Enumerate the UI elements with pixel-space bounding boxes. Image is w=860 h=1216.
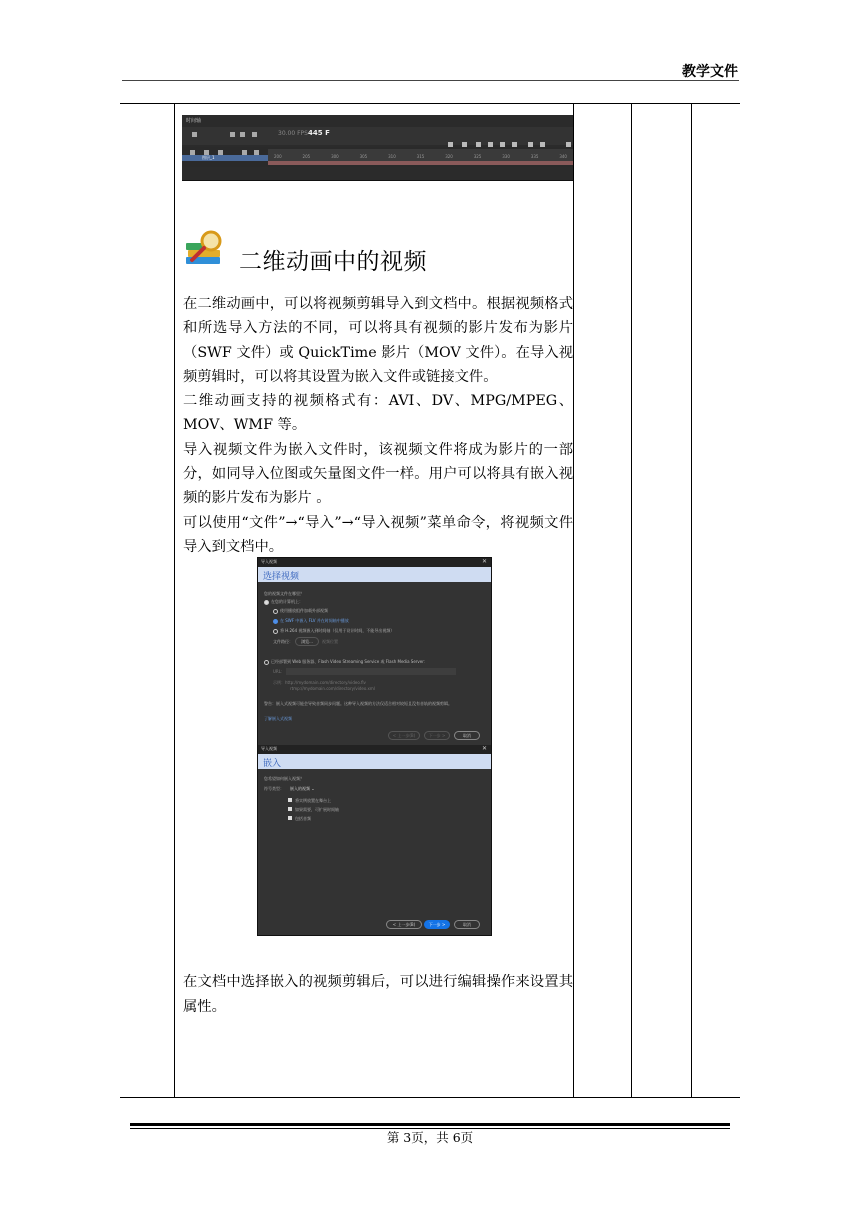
dialog-titlebar	[258, 745, 491, 754]
next-button: 下一步 >	[424, 731, 450, 740]
table-column-divider	[174, 103, 175, 1098]
option-label: 使用播放组件加载外部视频	[280, 608, 328, 613]
parent-icon	[240, 132, 245, 137]
ruler-tick-label: 300	[331, 154, 339, 159]
radio	[264, 660, 269, 665]
field-placeholder: 视频位置	[322, 639, 338, 644]
paragraph: 导入视频文件为嵌入文件时，该视频文件将成为影片的一部分，如同导入位图或矢量图文件一样。用户可以将具有嵌入视频的影片发布为影片 。	[183, 441, 573, 507]
ruler-tick-label: 320	[445, 154, 453, 159]
timeline-screenshot	[182, 115, 573, 181]
frame-track	[268, 161, 573, 165]
close-icon: ✕	[481, 558, 487, 565]
layer-name: 图层_1	[202, 155, 215, 160]
ruler-tick-label: 205	[302, 154, 311, 159]
dialog-band-title: 选择视频	[263, 572, 300, 582]
magnifier-books-icon	[184, 229, 230, 269]
url-input	[286, 668, 456, 675]
paragraph: 可以使用“文件”→“导入”→“导入视频”菜单命令，将视频文件导入到文档中。	[183, 514, 573, 555]
table-column-divider	[573, 103, 574, 1098]
checkbox-label: 包括音频	[295, 816, 311, 821]
cancel-button: 取消	[454, 920, 480, 929]
layer-row	[182, 155, 268, 161]
paragraph: 二维动画支持的视频格式有：AVI、DV、MPG/MPEG、MOV、WMF 等。	[183, 393, 573, 434]
chevron-down-icon: ⌄	[311, 786, 315, 791]
dialog-warning: 警告：嵌入式视频可能会导致音频同步问题。这种导入视频的方法仅适合相对较短且没有音轨的视频剪辑。	[264, 701, 452, 706]
url-example: rtmp://mydomain.com/directory/video.xml	[290, 686, 375, 691]
url-example: 示例：http://mydomain.com/directory/video.flv	[273, 680, 366, 685]
option-label: 在 SWF 中嵌入 FLV 并在时间轴中播放	[280, 618, 349, 623]
timeline-toolbar	[182, 127, 573, 145]
option-label: 在您的计算机上：	[271, 599, 303, 604]
header-rule	[122, 80, 739, 81]
cancel-button: 取消	[454, 731, 480, 740]
checkbox-label: 将实例放置在舞台上	[295, 798, 331, 803]
symbol-type-select: 嵌入的视频 ⌄	[290, 786, 315, 791]
radio-selected	[273, 619, 278, 624]
radio	[273, 629, 278, 634]
ruler-tick-label: 310	[388, 154, 396, 159]
field-label: URL：	[273, 669, 285, 674]
table-column-divider	[631, 103, 632, 1098]
ruler-tick-label: 325	[473, 154, 482, 159]
timeline-panel-label: 时间轴	[186, 118, 202, 124]
table-column-divider	[691, 103, 692, 1098]
checkbox-label: 如果需要，可扩展时间轴	[295, 807, 339, 812]
checkbox-checked	[288, 807, 292, 811]
import-video-dialog-screenshot	[257, 557, 492, 936]
ruler-ticks	[268, 149, 573, 159]
close-icon: ✕	[481, 745, 487, 752]
field-label: 符号类型：	[264, 786, 284, 791]
table-bottom-border	[120, 1097, 740, 1098]
field-label: 文件路径：	[273, 639, 293, 644]
table-top-border	[120, 103, 740, 104]
closing-paragraph: 在文档中选择嵌入的视频剪辑后，可以进行编辑操作来设置其属性。	[183, 974, 573, 1015]
dialog-band	[258, 567, 491, 582]
dialog-question: 您的视频文件在哪里？	[264, 591, 304, 596]
graph-icon	[252, 132, 257, 137]
footer-rule-thick	[130, 1123, 730, 1126]
body-text	[183, 292, 573, 559]
ruler-tick-label: 200	[274, 154, 282, 159]
page-number: 第 3页，共 6页	[386, 1130, 474, 1145]
frame-ruler	[268, 149, 573, 161]
ruler-tick-label: 315	[416, 154, 425, 159]
dialog-window-title: 导入视频	[261, 746, 277, 751]
fps-readout: 30.00 FPS	[278, 130, 308, 137]
browse-button: 浏览...	[295, 637, 319, 646]
dialog-titlebar	[258, 558, 491, 567]
dialog-window-title: 导入视频	[261, 559, 277, 564]
frame-readout: 445 F	[308, 129, 330, 137]
layers-icon	[192, 132, 197, 137]
option-label: 将 H.264 视频嵌入到时间轴（仅用于设计时间，不能导出视频）	[280, 628, 395, 633]
ruler-tick-label: 340	[559, 154, 567, 159]
next-button: 下一步 >	[424, 920, 450, 929]
ruler-tick-label: 335	[530, 154, 539, 159]
learn-more-link: 了解嵌入式视频	[264, 716, 292, 721]
back-button: < 上一步(B)	[388, 731, 420, 740]
checkbox-checked	[288, 798, 292, 802]
ruler-tick-label: 305	[359, 154, 368, 159]
document-header-title: 教学文件	[682, 64, 738, 80]
section-heading: 二维动画中的视频	[239, 249, 427, 275]
back-button: < 上一步(B)	[386, 920, 422, 929]
dialog-band	[258, 754, 491, 769]
dialog-band-title: 嵌入	[263, 759, 282, 769]
camera-icon	[230, 132, 235, 137]
checkbox-checked	[288, 816, 292, 820]
dialog-question: 您希望如何嵌入视频？	[264, 776, 304, 781]
radio-selected	[264, 600, 269, 605]
radio	[273, 609, 278, 614]
paragraph: 在二维动画中，可以将视频剪辑导入到文档中。根据视频格式和所选导入方法的不同，可以将具有视频的影片发布为影片（SWF 文件）或 QuickTime 影片（MOV 文件）。在导入视频剪辑时，可以将其设置为嵌入文件或链接文件。	[183, 296, 573, 385]
ruler-tick-label: 330	[502, 154, 510, 159]
option-label: 已经部署到 Web 服务器、Flash Video Streaming Service 或 Flash Media Server：	[271, 659, 428, 664]
